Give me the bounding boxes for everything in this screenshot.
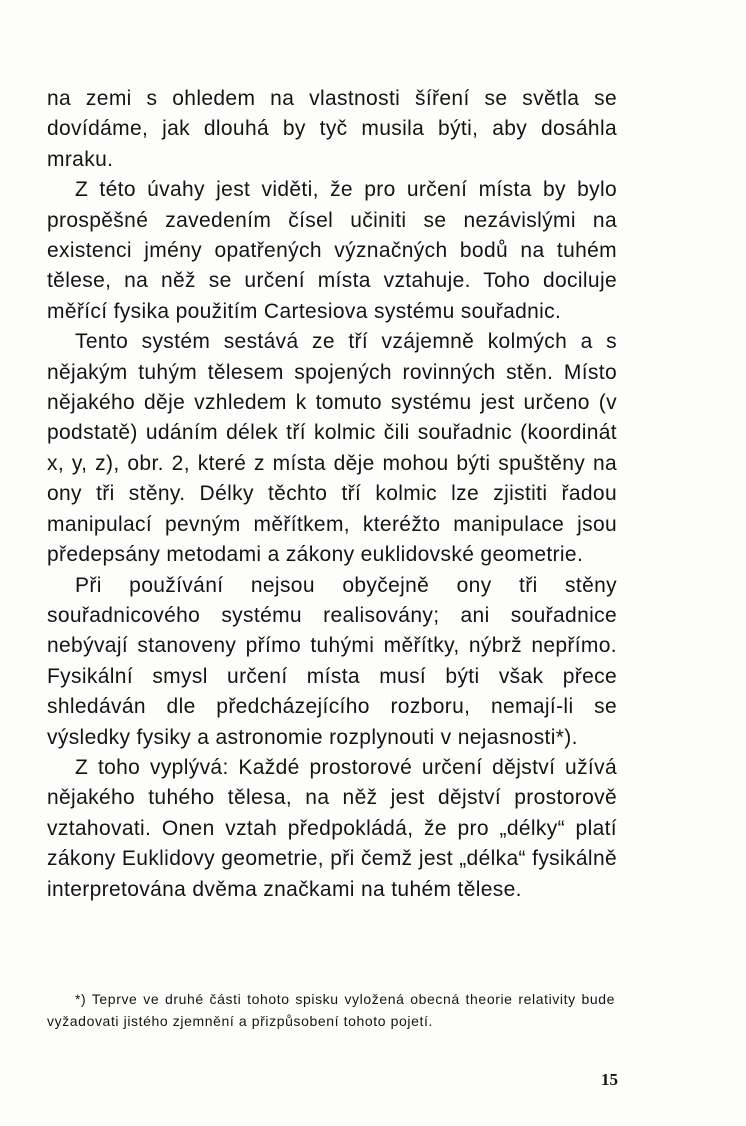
paragraph: Tento systém sestává ze tří vzájemně kolmých a s nějakým tuhým tělesem spojených rovinných stěn. Místo nějakého děje vzhledem k tomuto systému jest určeno (v podstatě) udáním délek tří kolmic čili souřadnic (koordinát x, y, z), obr. 2, které z místa děje mohou býti spuštěny na ony tři stěny. Délky těchto tří kolmic lze zjistiti řadou manipulací pevným měřítkem, kteréžto manipulace jsou předepsány metodami a zákony euklidovské geometrie. [47,330,617,567]
footnote: *) Teprve ve druhé části tohoto spisku vyložená obecná theorie relativity bude vyžadovati jistého zjemnění a přizpůsobení tohoto pojetí. [47,991,615,1029]
paragraph: Z této úvahy jest viděti, že pro určení místa by bylo prospěšné zavedením čísel učiniti se nezávislými na existenci jmény opatřených význačných bodů na tuhém tělese, na něž se určení místa vztahuje. Toho dociluje měřící fysika použitím Cartesiova systému souřadnic. [47,178,617,323]
page-number: 15 [601,1070,618,1089]
body-text [47,84,617,905]
paragraph: Při používání nejsou obyčejně ony tři stěny souřadnicového systému realisovány; ani souřadnice nebývají stanoveny přímo tuhými měřítky, nýbrž nepřímo. Fysikální smysl určení místa musí býti však přece shledáván dle předcházejícího rozboru, nemají-li se výsledky fysiky a astronomie rozplynouti v nejasnosti*). [47,573,617,749]
paragraph-continuation: na zemi s ohledem na vlastnosti šíření se světla se dovídáme, jak dlouhá by tyč musila býti, aby dosáhla mraku. [47,87,617,171]
paragraph: Z toho vyplývá: Každé prostorové určení dějství užívá nějakého tuhého tělesa, na něž jest dějství prostorově vztahovati. Onen vztah předpokládá, že pro „délky“ platí zákony Euklidovy geometrie, při čemž jest „délka“ fysikálně interpretována dvěma značkami na tuhém tělese. [47,755,617,901]
